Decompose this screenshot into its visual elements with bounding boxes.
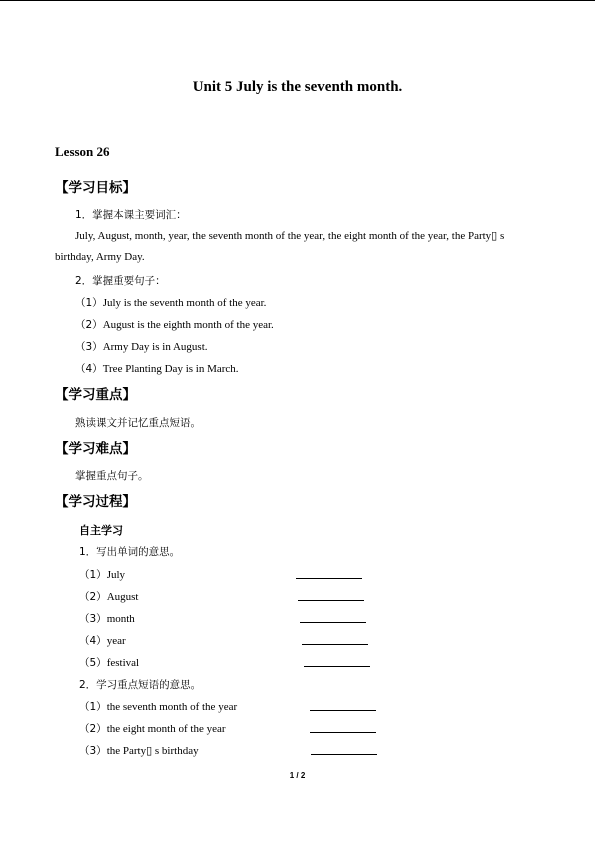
vocab-line-1: July, August, month, year, the seventh month of the year, the eight month of the year, the Party▯ s [75,230,505,242]
sentence-item [75,361,239,376]
phrase-item [79,721,226,736]
word-number: （2） [79,591,107,603]
answer-blank[interactable] [300,622,366,623]
section-heading-key-points: 【学习重点】 [55,387,136,403]
key-points-text: 熟读课文并记忆重点短语。 [75,417,201,429]
answer-blank[interactable] [310,710,376,711]
sentence-item [75,339,208,354]
sentence-number: （1） [75,297,103,309]
word-item [79,611,135,626]
word-item [79,655,139,670]
sentence-number: （2） [75,319,103,331]
phrase-text: the eight month of the year [106,723,226,735]
answer-blank[interactable] [304,666,370,667]
difficulties-text: 掌握重点句子。 [75,470,149,482]
sentence-text: July is the seventh month of the year. [102,297,267,309]
phrase-number: （3） [79,745,107,757]
answer-blank[interactable] [310,732,376,733]
sentence-number: （4） [75,363,103,375]
document-title: Unit 5 July is the seventh month. [192,79,403,95]
answer-blank[interactable] [302,644,368,645]
word-text: year [106,635,126,647]
section-heading-difficulties: 【学习难点】 [55,441,136,457]
sentence-number: （3） [75,341,103,353]
phrase-number: （1） [79,701,107,713]
goal-item-1-label: 1．掌握本课主要词汇： [75,209,187,221]
word-number: （4） [79,635,107,647]
sentence-item [75,295,266,310]
word-item [79,589,138,604]
phrase-text: the seventh month of the year [106,701,238,713]
vocab-line-2: birthday, Army Day. [55,251,145,263]
word-item [79,633,126,648]
section-heading-goals: 【学习目标】 [55,180,136,196]
task-1-label: 1．写出单词的意思。 [79,546,181,558]
word-item [79,567,125,582]
answer-blank[interactable] [311,754,377,755]
word-text: festival [106,657,140,669]
phrase-item [79,743,199,758]
page-number: 1 / 2 [289,771,306,780]
answer-blank[interactable] [296,578,362,579]
phrase-text: the Party▯ s birthday [106,745,199,757]
section-heading-process: 【学习过程】 [55,494,136,510]
phrase-number: （2） [79,723,107,735]
sentence-text: Army Day is in August. [102,341,208,353]
task-2-label: 2．学习重点短语的意思。 [79,679,202,691]
sentence-text: Tree Planting Day is in March. [102,363,239,375]
page-top-border [0,0,595,1]
word-number: （1） [79,569,107,581]
sentence-item [75,317,274,332]
lesson-heading: Lesson 26 [55,144,110,159]
word-number: （5） [79,657,107,669]
word-text: July [106,569,126,581]
goal-item-2-label: 2．掌握重要句子： [75,275,166,287]
word-number: （3） [79,613,107,625]
self-study-subheading: 自主学习 [79,524,123,537]
sentence-text: August is the eighth month of the year. [102,319,274,331]
word-text: month [106,613,135,625]
word-text: August [106,591,139,603]
phrase-item [79,699,237,714]
answer-blank[interactable] [298,600,364,601]
